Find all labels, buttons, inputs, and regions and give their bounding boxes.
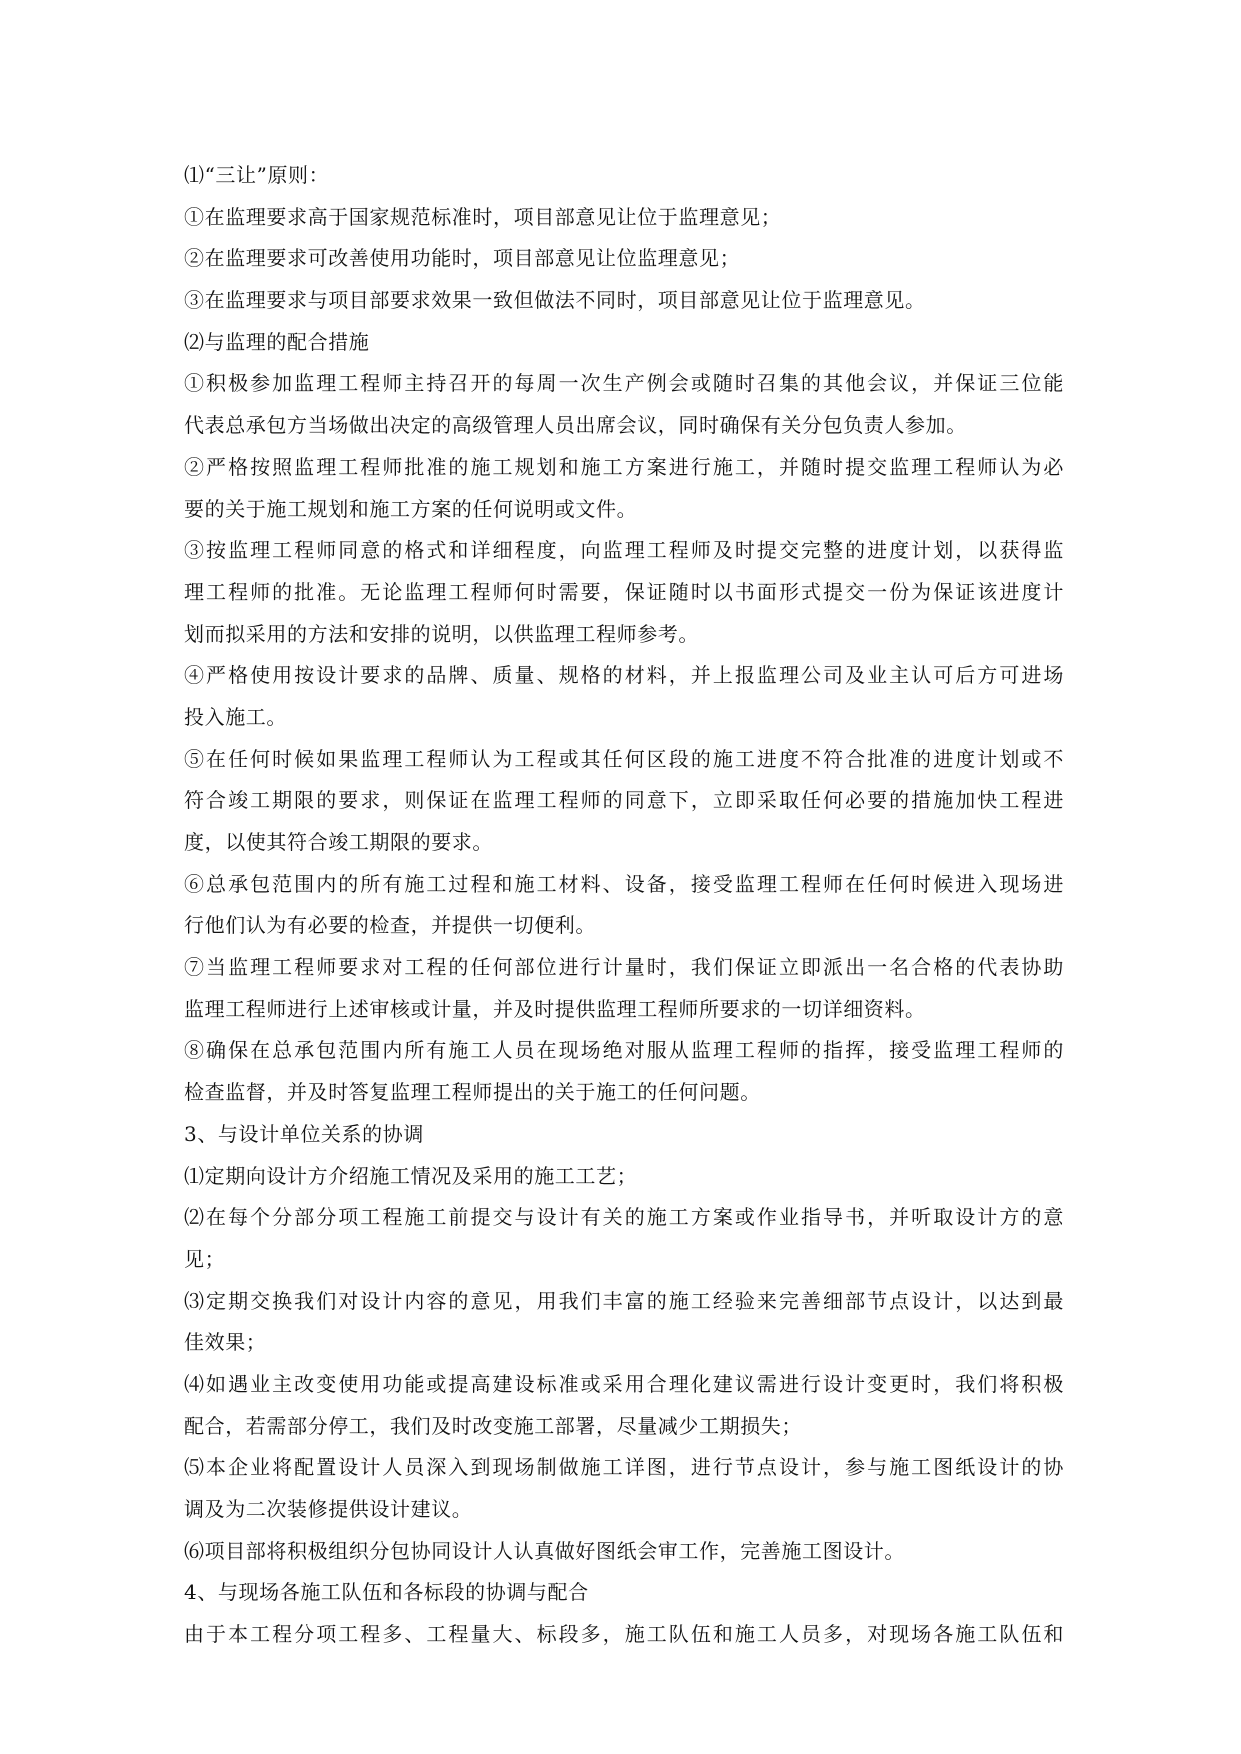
- section-heading-design-coordination: 3、与设计单位关系的协调: [184, 1121, 424, 1146]
- paragraph-line: 监理工程师进行上述审核或计量，并及时提供监理工程师所要求的一切详细资料。: [184, 996, 926, 1021]
- paragraph-line: 由于本工程分项工程多、工程量大、标段多，施工队伍和施工人员多，对现场各施工队伍和: [184, 1622, 1064, 1647]
- paragraph-line: ⑶定期交换我们对设计内容的意见，用我们丰富的施工经验来完善细部节点设计，以达到最: [184, 1288, 1064, 1313]
- list-item: ⑹项目部将积极组织分包协同设计人认真做好图纸会审工作，完善施工图设计。: [184, 1538, 905, 1563]
- paragraph-line: ⑷如遇业主改变使用功能或提高建设标准或采用合理化建议需进行设计变更时，我们将积极: [184, 1371, 1064, 1396]
- list-item: ⑴定期向设计方介绍施工情况及采用的施工工艺；: [184, 1163, 638, 1188]
- list-item: ②在监理要求可改善使用功能时，项目部意见让位监理意见；: [184, 246, 741, 271]
- paragraph-line: 佳效果；: [184, 1330, 267, 1355]
- paragraph-line: ⑤在任何时候如果监理工程师认为工程或其任何区段的施工进度不符合批准的进度计划或不: [184, 746, 1064, 771]
- subheading-three-concessions: ⑴“三让”原则：: [184, 163, 330, 187]
- paragraph-line: ③按监理工程师同意的格式和详细程度，向监理工程师及时提交完整的进度计划，以获得监: [184, 538, 1064, 563]
- paragraph-line: ⑸本企业将配置设计人员深入到现场制做施工详图，进行节点设计，参与施工图纸设计的协: [184, 1455, 1064, 1480]
- paragraph-line: 代表总承包方当场做出决定的高级管理人员出席会议，同时确保有关分包负责人参加。: [184, 413, 967, 438]
- paragraph-line: 调及为二次装修提供设计建议。: [184, 1497, 473, 1521]
- paragraph-line: 见；: [184, 1246, 226, 1271]
- paragraph-line: 检查监督，并及时答复监理工程师提出的关于施工的任何问题。: [184, 1080, 761, 1105]
- paragraph-line: ④严格使用按设计要求的品牌、质量、规格的材料，并上报监理公司及业主认可后方可进场: [184, 663, 1064, 688]
- paragraph-line: ⑵在每个分部分项工程施工前提交与设计有关的施工方案或作业指导书，并听取设计方的意: [184, 1205, 1064, 1230]
- subheading-supervision-cooperation: ⑵与监理的配合措施: [184, 329, 370, 354]
- list-item: ③在监理要求与项目部要求效果一致但做法不同时，项目部意见让位于监理意见。: [184, 288, 926, 313]
- paragraph-line: ⑥总承包范围内的所有施工过程和施工材料、设备，接受监理工程师在任何时候进入现场进: [184, 871, 1064, 896]
- paragraph-line: 配合，若需部分停工，我们及时改变施工部署，尽量减少工期损失；: [184, 1413, 802, 1438]
- paragraph-line: 划而拟采用的方法和安排的说明，以供监理工程师参考。: [184, 621, 699, 646]
- list-item: ①在监理要求高于国家规范标准时，项目部意见让位于监理意见；: [184, 204, 782, 229]
- paragraph-line: 符合竣工期限的要求，则保证在监理工程师的同意下，立即采取任何必要的措施加快工程进: [184, 788, 1064, 813]
- paragraph-line: 投入施工。: [184, 704, 287, 729]
- paragraph-line: ⑧确保在总承包范围内所有施工人员在现场绝对服从监理工程师的指挥，接受监理工程师的: [184, 1038, 1064, 1063]
- paragraph-line: 理工程师的批准。无论监理工程师何时需要，保证随时以书面形式提交一份为保证该进度计: [184, 579, 1064, 604]
- paragraph-line: 行他们认为有必要的检查，并提供一切便利。: [184, 913, 596, 938]
- paragraph-line: 度，以使其符合竣工期限的要求。: [184, 830, 493, 854]
- paragraph-line: 要的关于施工规划和施工方案的任何说明或文件。: [184, 496, 638, 521]
- document-body: [184, 155, 1064, 1656]
- paragraph-line: ②严格按照监理工程师批准的施工规划和施工方案进行施工，并随时提交监理工程师认为必: [184, 454, 1064, 479]
- section-heading-site-coordination: 4、与现场各施工队伍和各标段的协调与配合: [184, 1580, 589, 1605]
- paragraph-line: ⑦当监理工程师要求对工程的任何部位进行计量时，我们保证立即派出一名合格的代表协助: [184, 955, 1064, 980]
- paragraph-line: ①积极参加监理工程师主持召开的每周一次生产例会或随时召集的其他会议，并保证三位能: [184, 371, 1064, 396]
